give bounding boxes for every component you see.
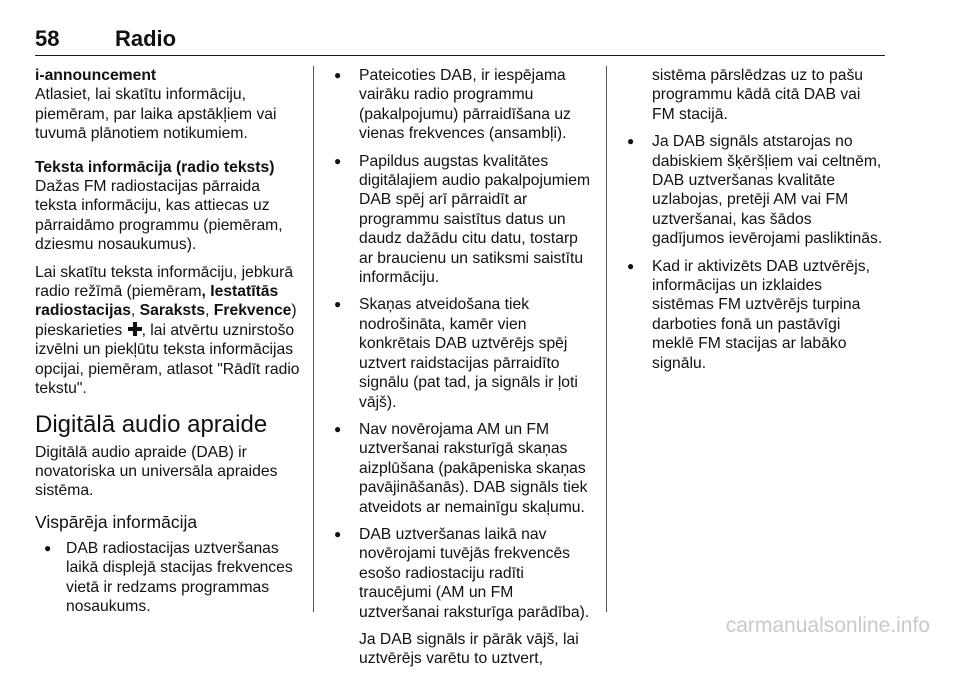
list-item: ● Ja DAB signāls atstarojas no dabiskiem šķēršļiem vai celtnēm, DAB uztveršanas kvalitāte uzlabojas, pretēji AM vai FM uztveršanai, kas šādos gadījumos ievērojami pasliktinās. <box>620 132 886 248</box>
list-item: ● Kad ir aktivizēts DAB uztvērējs, informācijas un izklaides sistēmas FM uztvērējs turpina darboties fonā un pastāvīgi meklē FM stacijas ar labāko signālu. <box>620 257 886 373</box>
menu-term-presets: , Iestatītās radiostacijas <box>35 283 279 320</box>
plus-icon <box>128 322 142 336</box>
column-divider <box>606 66 607 612</box>
list-item-continuation: sistēma pārslēdzas uz to pašu programmu kādā citā DAB vai FM stacijā. <box>652 67 864 123</box>
text-info-paragraph: Dažas FM radiostacijas pārraida teksta informāciju, kas attiecas uz pārraidāmo programmu (piemēram, dziesmu nosaukumus). <box>35 178 283 254</box>
list-item: ● DAB uztveršanas laikā nav novērojami tuvējās frekvencēs esošo radiostaciju radīti traucējumi (AM un FM uztveršanai raksturīga parādība). <box>327 525 593 622</box>
list-item: ● Papildus augstas kvalitātes digitālajiem audio pakalpojumiem DAB spēj arī pārraidīt ar programmu saistītus datus un daudz dažādu citu datu, tostarp ar braucienu un satiksmi saistītu informāciju. <box>327 152 593 288</box>
text-run: Lai skatītu teksta informāciju, jebkurā radio režīmā (piemēram <box>35 263 294 301</box>
running-title: Radio <box>115 26 177 51</box>
column-1 <box>35 66 301 624</box>
list-item: ● DAB radiostacijas uztveršanas laikā displejā stacijas frekvences vietā ir redzams programmas nosaukums. <box>35 539 301 617</box>
text-info-title: Teksta informācija (radio teksts) <box>35 158 275 176</box>
column-divider <box>313 66 314 612</box>
dab-intro: Digitālā audio apraide (DAB) ir novatoriska un universāla apraides sistēma. <box>35 443 278 500</box>
subheading-general-info: Vispārēja informācija <box>35 511 198 532</box>
text-run: ) pieskarieties <box>35 302 297 339</box>
text-info-instructions <box>35 263 301 399</box>
text-run: , <box>130 302 140 320</box>
i-announcement-text: Atlasiet, lai skatītu informāciju, piemēram, par laika apstākļiem vai tuvumā plānotiem notikumiem. <box>35 86 277 143</box>
menu-term-frequency: Frekvence <box>213 302 292 320</box>
page-number: 58 <box>35 26 60 51</box>
text-run: , lai atvērtu uznirstošo izvēlni un piekļūtu teksta informācijas opcijai, piemēram, atlasot "Rādīt radio tekstu". <box>35 321 300 398</box>
section-heading-dab: Digitālā audio apraide <box>35 410 268 438</box>
column-2 <box>327 66 593 677</box>
page-header <box>35 27 885 56</box>
menu-term-list: Saraksts <box>139 302 206 320</box>
watermark: carmanualsonline.info <box>725 614 930 637</box>
list-item-continuation: Ja DAB signāls ir pārāk vājš, lai uztvērējs varētu to uztvert, <box>359 630 579 668</box>
list-item: ● Skaņas atveidošana tiek nodrošināta, kamēr vien konkrētais DAB uztvērējs spēj uztvert raidstacijas pārraidīto signālu (pat tad, ja signāls ir ļoti vājš). <box>327 295 593 411</box>
list-item: ● Nav novērojama AM un FM uztveršanai raksturīgā skaņas aizplūšana (pakāpeniska skaņas pavājināšanās). DAB signāls tiek atveidots ar nemainīgu skaļumu. <box>327 420 593 517</box>
i-announcement-title: i-announcement <box>35 67 157 84</box>
list-item: ● Pateicoties DAB, ir iespējama vairāku radio programmu (pakalpojumu) pārraidīšana uz vienas frekvences (ansambļi). <box>327 66 593 144</box>
text-run: , <box>205 302 214 320</box>
column-3 <box>620 66 886 381</box>
